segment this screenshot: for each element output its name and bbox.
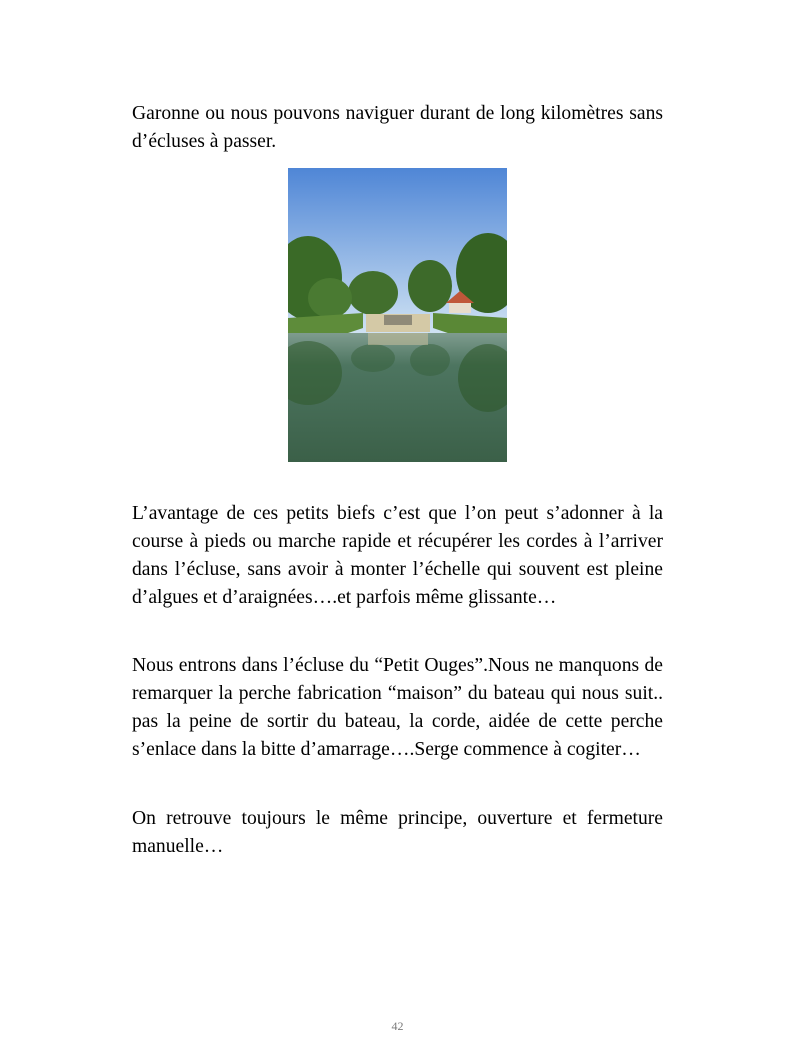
- paragraph-4: On retrouve toujours le même principe, ouverture et fermeture manuelle…: [132, 808, 663, 857]
- paragraph-3: Nous entrons dans l’écluse du “Petit Ouges”.Nous ne manquons de remarquer la perche fabrication “maison” du bateau qui nous suit.. pas la peine de sortir du bateau, la corde, aidée de cette perche s’enlace dans la bitte d’amarrage….Serge commence à cogiter…: [132, 655, 663, 760]
- canal-lock-photo-icon: [288, 168, 507, 462]
- paragraph-2: L’avantage de ces petits biefs c’est que l’on peut s’adonner à la course à pieds ou marche rapide et récupérer les cordes à l’arriver dans l’écluse, sans avoir à monter l’échelle qui souvent est pleine d’algues et d’araignées….et parfois même glissante…: [132, 503, 663, 608]
- canal-lock-photo: [288, 168, 507, 462]
- page-number: 42: [391, 1019, 404, 1033]
- paragraph-1: Garonne ou nous pouvons naviguer durant de long kilomètres sans d’écluses à passer.: [132, 103, 663, 152]
